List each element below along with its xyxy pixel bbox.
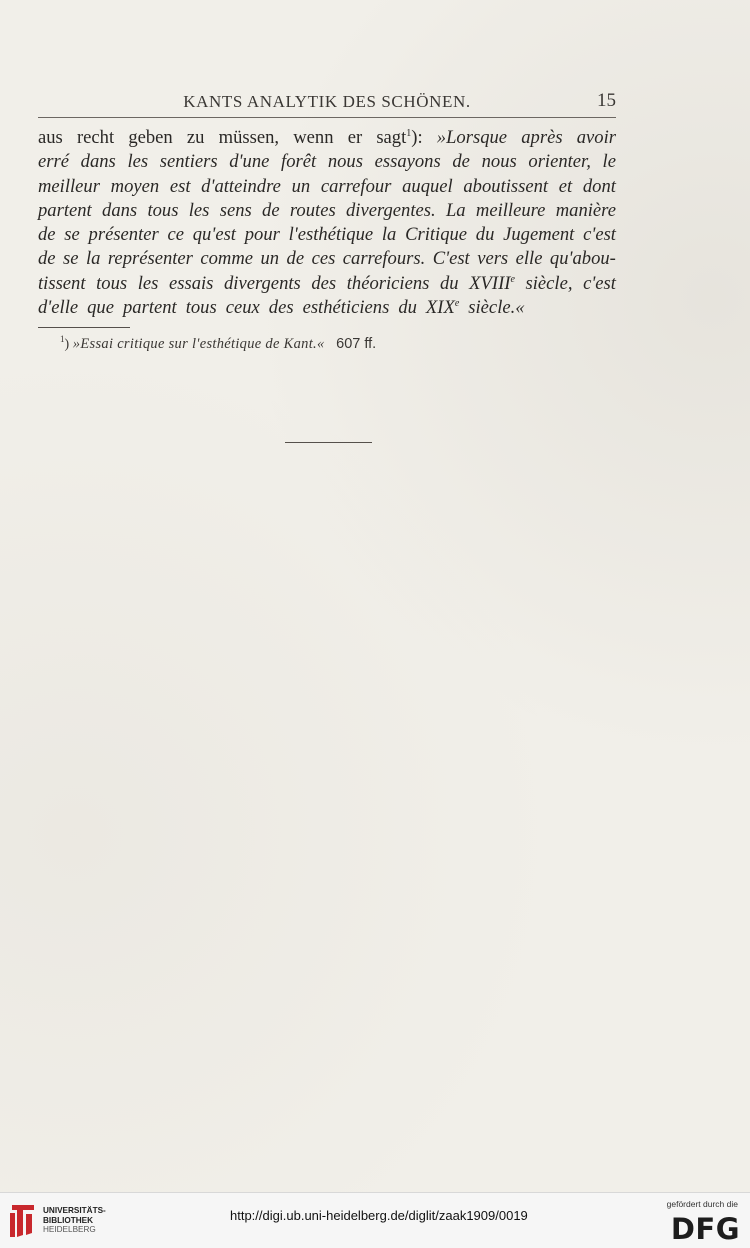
word: tous <box>147 199 179 221</box>
word: qu'abou- <box>549 248 616 270</box>
word: ce <box>167 224 185 246</box>
word: manière <box>555 199 616 221</box>
word: des <box>311 272 337 294</box>
word: moyen <box>110 175 160 197</box>
footnote-title: »Essai critique sur l'esthétique de Kant.« <box>72 336 325 352</box>
text-line <box>38 126 616 150</box>
word: nous <box>481 151 517 173</box>
word: ces <box>311 248 336 270</box>
text-line <box>38 247 616 271</box>
running-title: KANTS ANALYTIK DES SCHÖNEN. <box>183 92 471 111</box>
word: les <box>188 199 210 221</box>
text-line <box>38 272 616 296</box>
century-numeral: XIXe <box>425 297 460 319</box>
word: essayons <box>374 151 441 173</box>
text-line <box>38 296 616 320</box>
footnote-marker: $^1$) <box>60 334 70 352</box>
word: essais <box>168 272 214 294</box>
word: »Lorsque <box>436 127 508 148</box>
institution-name: UNIVERSITÄTS- BIBLIOTHEK HEIDELBERG <box>43 1206 106 1234</box>
text-line <box>38 199 616 223</box>
word: de <box>452 151 470 173</box>
university-library-logo-icon <box>8 1203 38 1239</box>
word: siècle, <box>525 272 573 294</box>
word: sagt <box>376 127 407 148</box>
word: se <box>63 248 79 270</box>
word: sentiers <box>159 151 218 173</box>
word: du <box>475 224 495 246</box>
permalink-url[interactable]: http://digi.ub.uni-heidelberg.de/diglit/zaak1909/0019 <box>230 1208 528 1223</box>
word: les <box>127 151 149 173</box>
word: dans <box>80 151 116 173</box>
word: avoir <box>576 127 616 148</box>
word: un <box>260 248 280 270</box>
word: vers <box>477 248 509 270</box>
word: La <box>445 199 466 221</box>
word: er <box>347 127 363 148</box>
page-number: 15 <box>597 90 616 111</box>
word: nous <box>327 151 363 173</box>
word: qu'est <box>192 224 236 246</box>
word: que <box>87 297 114 319</box>
word: C'est <box>432 248 470 270</box>
century-numeral: XVIIIe <box>469 272 515 294</box>
end-rule <box>285 442 372 443</box>
word: divergentes. <box>345 199 436 221</box>
word: de <box>262 199 280 221</box>
word: Critique <box>405 224 468 246</box>
text-line <box>38 150 616 174</box>
word: zu <box>186 127 205 148</box>
word: de <box>38 224 56 246</box>
word: d'une <box>229 151 270 173</box>
punctuation: ): <box>411 127 423 148</box>
word: présenter <box>88 224 159 246</box>
word: tous <box>96 272 128 294</box>
word: aus <box>38 127 63 148</box>
word: c'est <box>583 224 616 246</box>
header-rule <box>38 117 616 118</box>
dfg-logo: DFG <box>670 1212 740 1246</box>
word: de <box>286 248 305 270</box>
text-line <box>38 223 616 247</box>
word: d'atteindre <box>201 175 281 197</box>
viewer-footer-bar <box>0 1192 750 1248</box>
word-with-footnote-ref <box>376 126 422 150</box>
word: la <box>85 248 101 270</box>
word: partent <box>122 297 177 319</box>
word: müssen, <box>218 127 280 148</box>
word: meilleur <box>38 175 100 197</box>
word: et <box>558 175 573 197</box>
word: esthéticiens <box>302 297 390 319</box>
word: dont <box>582 175 616 197</box>
footnote-rule <box>38 327 130 328</box>
word: est <box>169 175 191 197</box>
word: dans <box>102 199 138 221</box>
word: erré <box>38 151 69 173</box>
word: partent <box>38 199 92 221</box>
word: théoriciens <box>346 272 430 294</box>
word: meilleure <box>475 199 546 221</box>
running-head <box>38 90 616 116</box>
word: Jugement <box>503 224 575 246</box>
word: divergents <box>224 272 301 294</box>
footnote-ref: 1 <box>406 128 412 139</box>
funding-caption: gefördert durch die <box>666 1199 738 1209</box>
word: sens <box>219 199 252 221</box>
word: représenter <box>107 248 193 270</box>
word: de <box>38 248 56 270</box>
word: d'elle <box>38 297 79 319</box>
word: tissent <box>38 272 86 294</box>
word: forêt <box>281 151 317 173</box>
word: un <box>291 175 311 197</box>
word: carrefours. <box>342 248 426 270</box>
word: après <box>521 127 563 148</box>
footnote-pages: 607 ff. <box>336 336 377 352</box>
word: du <box>398 297 417 319</box>
word: comme <box>200 248 254 270</box>
word: orienter, <box>528 151 591 173</box>
word: l'esthétique <box>288 224 374 246</box>
word: ceux <box>225 297 260 319</box>
body-text <box>38 126 616 320</box>
word: pour <box>244 224 280 246</box>
word: geben <box>128 127 173 148</box>
word: siècle.« <box>468 297 525 319</box>
footnote <box>60 336 376 353</box>
word: c'est <box>583 272 616 294</box>
word: se <box>64 224 80 246</box>
word: le <box>602 151 616 173</box>
word: aboutissent <box>463 175 549 197</box>
word: routes <box>289 199 336 221</box>
word: wenn <box>293 127 334 148</box>
word: auquel <box>402 175 453 197</box>
word: du <box>439 272 459 294</box>
word: tous <box>185 297 217 319</box>
word: la <box>381 224 397 246</box>
text-line <box>38 175 616 199</box>
word: recht <box>76 127 115 148</box>
word: les <box>137 272 159 294</box>
word: elle <box>515 248 543 270</box>
word: des <box>268 297 294 319</box>
word: carrefour <box>320 175 392 197</box>
